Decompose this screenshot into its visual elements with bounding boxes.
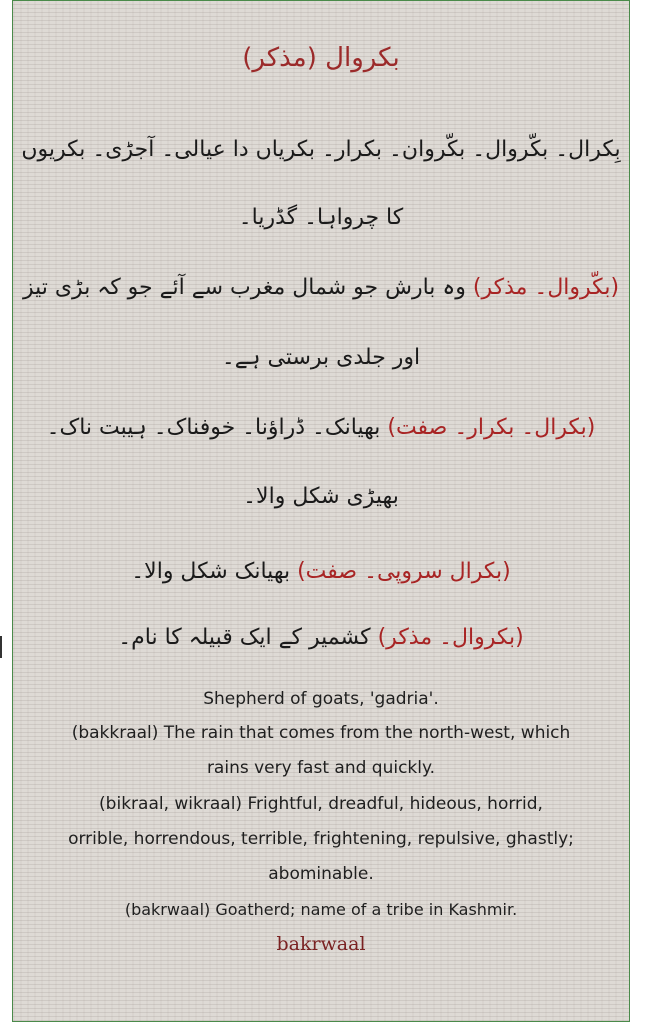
urdu-line-7 bbox=[13, 561, 629, 583]
urdu-line-5 bbox=[13, 417, 629, 439]
footer-transliteration: bakrwaal bbox=[276, 933, 366, 955]
english-line-4: (bikraal, wikraal) Frightful, dreadful, hideous, horrid, bbox=[99, 794, 543, 814]
urdu-line-5-text: بھیانک۔ ڈراؤنا۔ خوفناک۔ ہیبت ناک۔ bbox=[46, 415, 381, 440]
urdu-line-2: کا چرواہا۔ گڈریا۔ bbox=[238, 205, 404, 230]
entry-title bbox=[13, 43, 629, 73]
english-line-6: abominable. bbox=[268, 864, 374, 884]
urdu-line-6: بھیڑی شکل والا۔ bbox=[243, 484, 399, 509]
edge-mark bbox=[0, 636, 2, 658]
english-line-5: orrible, horrendous, terrible, frightening, repulsive, ghastly; bbox=[68, 829, 574, 849]
english-line-3: rains very fast and quickly. bbox=[206, 758, 436, 778]
urdu-line-3-label: (بکّروال۔ مذکر) bbox=[472, 275, 620, 300]
urdu-line-7-label: (بکرال سروپی۔ صفت) bbox=[297, 559, 511, 584]
urdu-line-5-label: (بکرال۔ بکرار۔ صفت) bbox=[387, 415, 596, 440]
urdu-line-3 bbox=[13, 277, 629, 299]
english-line-1: Shepherd of goats, 'gadria'. bbox=[203, 689, 439, 709]
urdu-line-8 bbox=[13, 627, 629, 649]
urdu-line-1: بِکرال۔ بکّروال۔ بکّروان۔ بکرار۔ بکریاں دا عیالی۔ آجڑی۔ بکریوں bbox=[21, 137, 621, 162]
urdu-line-8-label: (بکروال۔ مذکر) bbox=[377, 625, 524, 650]
urdu-line-3-text: وہ بارش جو شمال مغرب سے آئے جو کہ بڑی تیز bbox=[22, 275, 466, 300]
urdu-line-8-text: کشمیر کے ایک قبیلہ کا نام۔ bbox=[118, 625, 371, 650]
urdu-line-4: اور جلدی برستی ہے۔ bbox=[221, 345, 421, 370]
english-line-2: (bakkraal) The rain that comes from the north-west, which bbox=[71, 723, 571, 743]
title-word: بکروال bbox=[325, 43, 400, 73]
dictionary-card bbox=[12, 0, 630, 1022]
title-gender: (مذکر) bbox=[242, 43, 317, 73]
english-line-7: (bakrwaal) Goatherd; name of a tribe in Kashmir. bbox=[124, 900, 518, 919]
urdu-line-7-text: بھیانک شکل والا۔ bbox=[131, 559, 291, 584]
